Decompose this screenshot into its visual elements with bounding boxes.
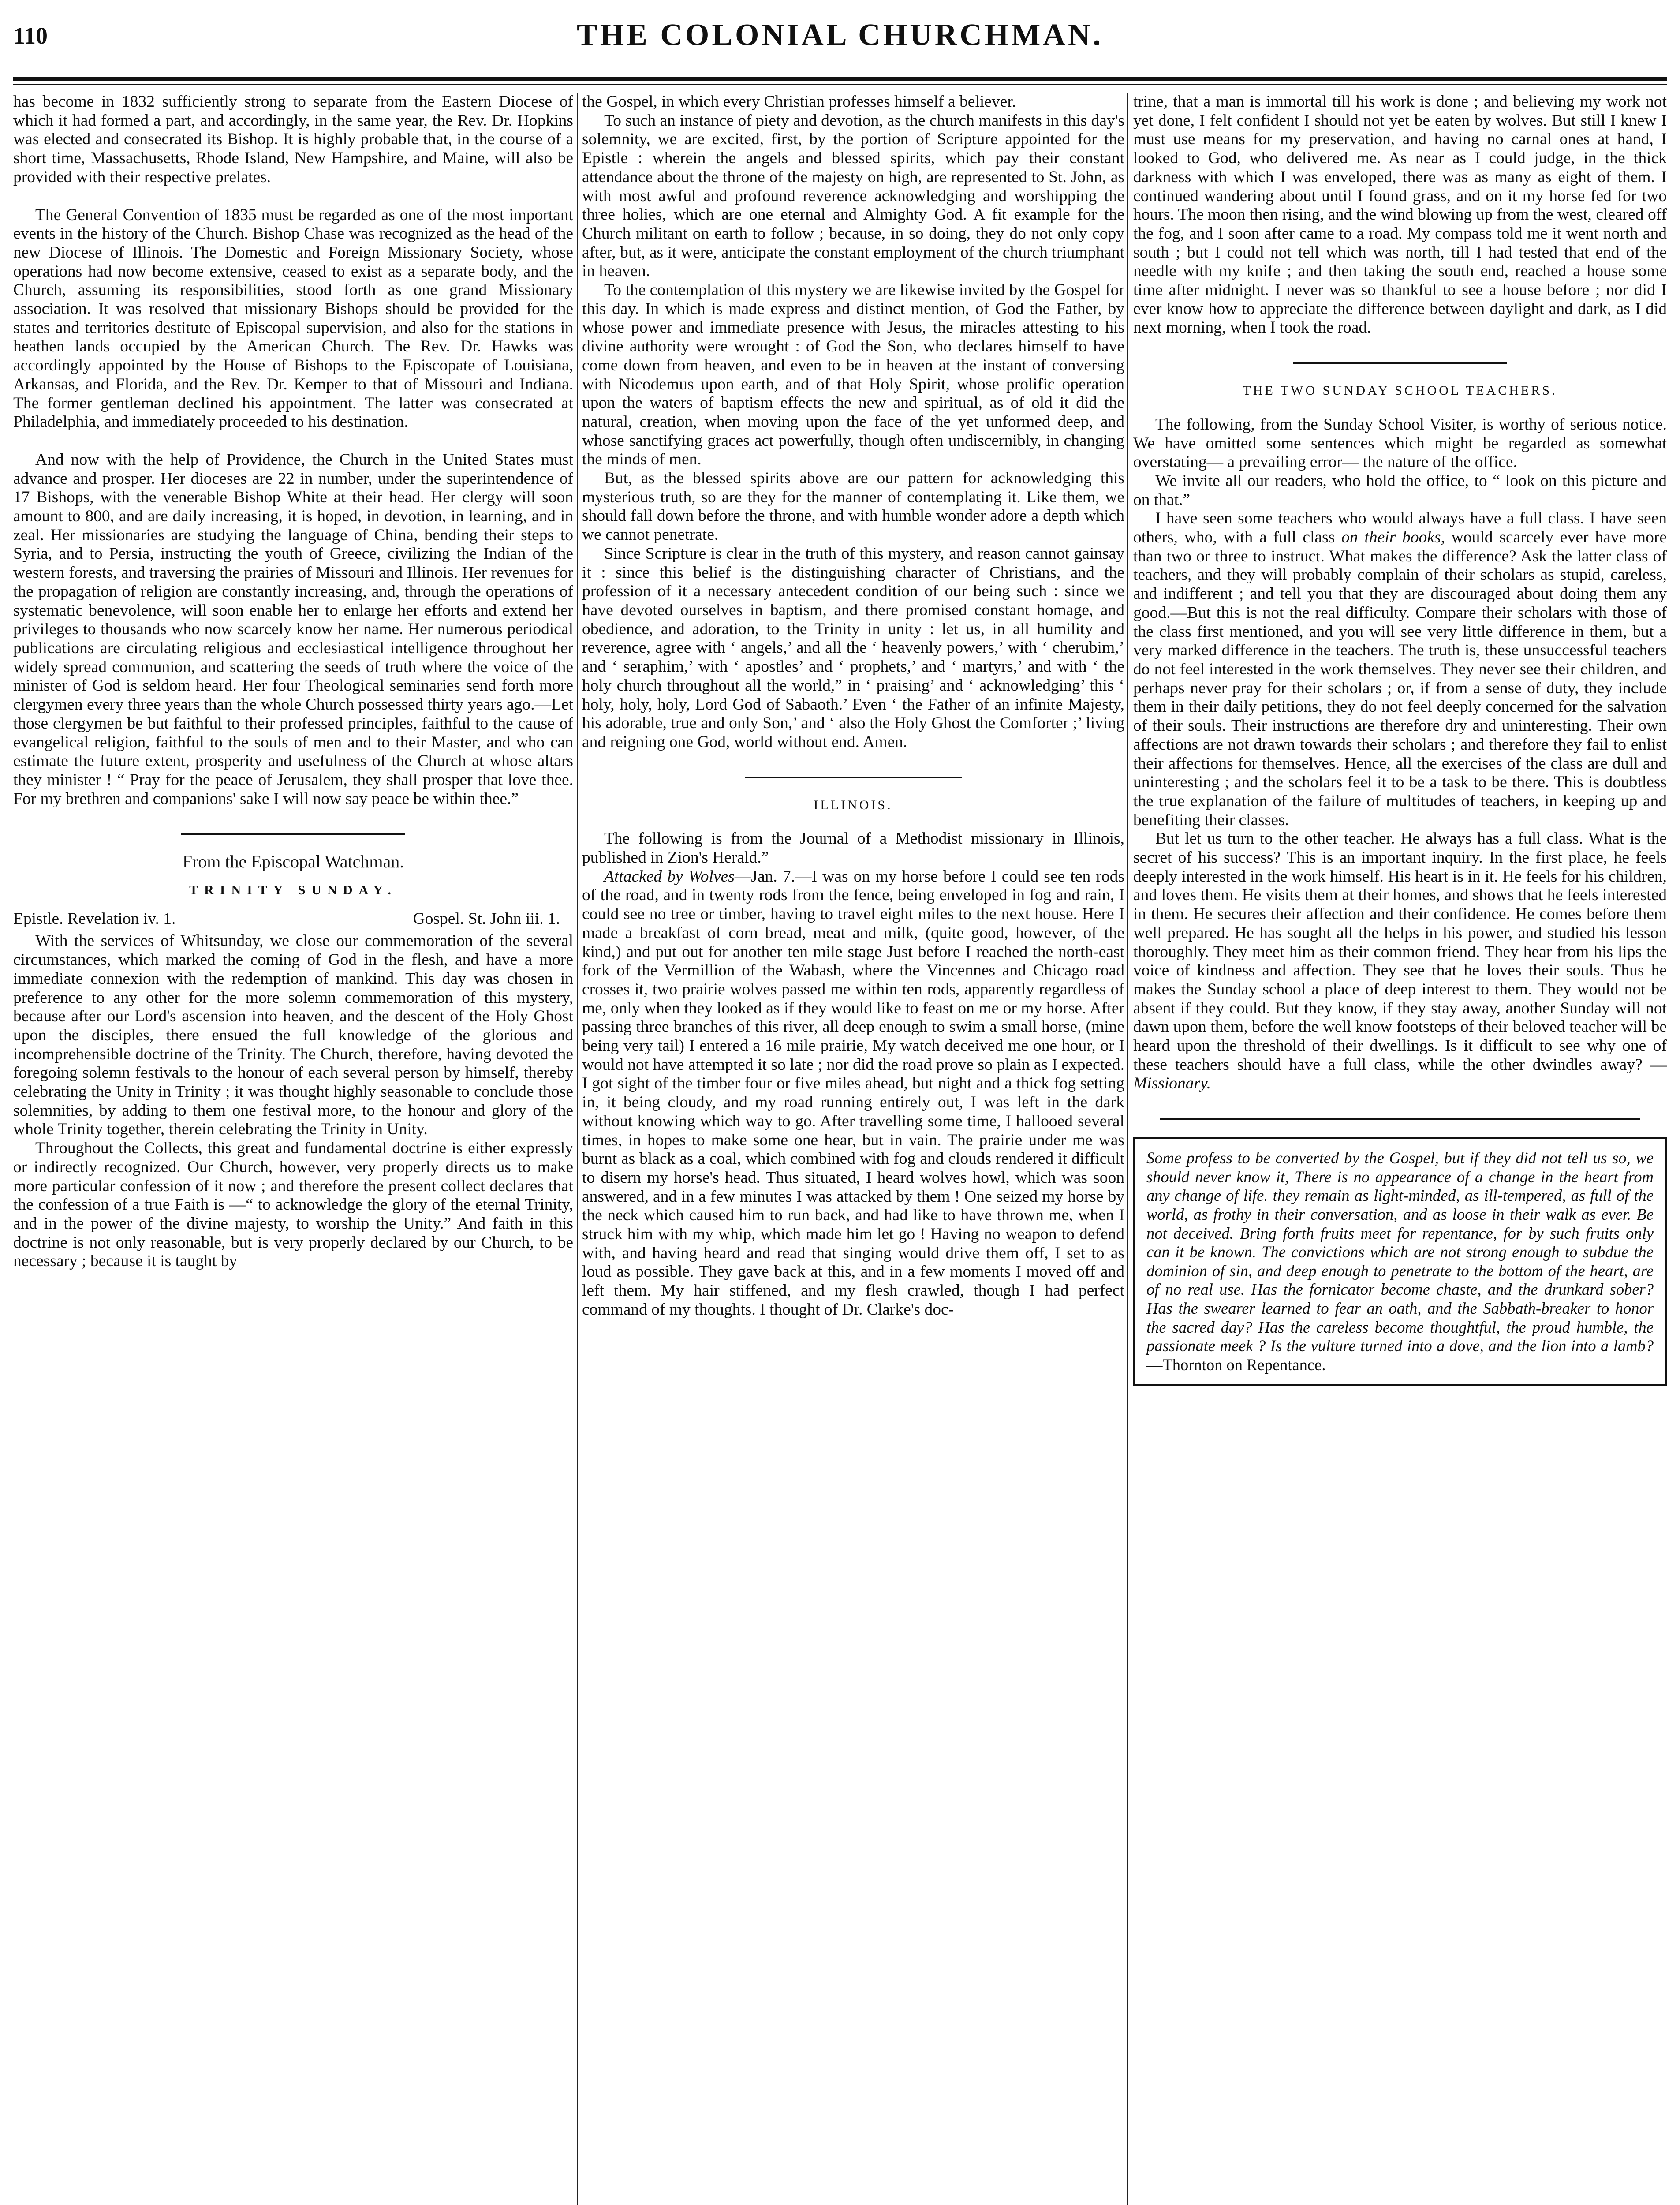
scripture-references xyxy=(13,910,573,929)
boxed-quotation xyxy=(1133,1137,1667,1386)
paragraph-italic: on their books xyxy=(1341,528,1441,547)
paragraph: To the contemplation of this mystery we are likewise invited by the Gospel for this day. In which is made express and distinct mention, of God the Father, by whose power and immediate presence with Jesus, the miracles attesting to his divine authority were wrought : of God the Son, who declares himself to have come down from heaven, and even to be in heaven at the instant of conversing with Nicodemus upon earth, and of that Holy Spirit, whose prolific operation upon the waters of baptism effects the new and spiritual, as of old it did the natural, creation, when moving upon the face of the yet unformed deep, and whose sanctifying graces act powerfully, though often undiscernibly, in changing the minds of men. xyxy=(582,281,1124,469)
paragraph xyxy=(1133,830,1667,1093)
column-2 xyxy=(582,93,1124,1319)
paragraph-body: —Jan. 7.—I was on my horse before I could see ten rods of the road, and in twenty rods from the fence, being enveloped in fog and rain, I could see no tree or timber, having to travel eight miles to the next house. Here I made a breakfast of corn bread, meat and milk, (quite good, however, of the kind,) and put out for another ten mile stage Just before I reached the north-east fork of the Vermillion of the Wabash, where the Vincennes and Chicago road crosses it, two prairie wolves passed me within ten rods, apparently regardless of me, only when they looked as if they would like to feast on me or my horse. After passing three branches of this river, all deep enough to swim a small horse, (mine being very tail) I entered a 16 mile prairie, My watch deceived me one hour, or I would not have attempted it so late ; nor did the road prove so plain as I expected. I got sight of the timber four or five miles ahead, but night and a thick fog setting in, it being cloudy, and my road running entirely out, I was left in the dark without knowing which way to go. After travelling some time, I hallooed several times, in hopes to make some one hear, but in vain. The prairie under me was burnt as black as a coal, which combined with fog and clouds rendered it difficult to disern my horse's head. Thus situated, I heard wolves howl, which was soon answered, and in a few minutes I was attacked by them ! One seized my horse by the neck which caused him to run back, and had like to have thrown me, when I struck him with my whip, which made him let go ! Having no weapon to defend with, and having heard and read that singing would drive them off, I set to as loud as possible. They gave back at this, and in a few moments I moved off and left them. My hair stiffened, and my flesh crawled, though I had perfect command of my thoughts. I thought of Dr. Clarke's doc- xyxy=(582,867,1125,1319)
paragraph xyxy=(582,867,1124,1319)
gospel-reference: Gospel. St. John iii. 1. xyxy=(413,909,560,928)
article-heading-sunday-school-teachers: THE TWO SUNDAY SCHOOL TEACHERS. xyxy=(1243,383,1557,398)
paragraph-lead-italic: Attacked by Wolves xyxy=(604,867,735,886)
paragraph: We invite all our readers, who hold the office, to “ look on this picture and on that.” xyxy=(1133,471,1667,509)
paragraph xyxy=(1133,509,1667,830)
masthead-rule-thin xyxy=(13,84,1667,85)
paragraph-body: But let us turn to the other teacher. He always has a full class. What is the secret of his success? This is an important inquiry. In the first place, he feels deeply interested in the work himself. His heart is in it. He feels for his children, and loves them. He visits them at their homes, and shows that he feels interested in them. He secures their affection and their confidence. He comes before them well prepared. He has sought all the helps in his power, and studied his lesson thoroughly. They meet him as their common friend. They hear from his lips the voice of kindness and affection. They see that he loves their souls. Thus he makes the Sunday school a place of deep interest to them. They would not be absent if they could. But they know, if they stay away, another Sunday will not dawn upon them, before the well know footsteps of their beloved teacher will be heard upon the threshold of their dwellings. Is it difficult to see why one of these teachers should have a full class, while the other dwindles away? — xyxy=(1133,830,1667,1074)
paragraph: The General Convention of 1835 must be regarded as one of the most important events in the history of the Church. Bishop Chase was recognized as the head of the new Diocese of Illinois. The Domestic and Foreign Missionary Society, whose operations had now become extensive, ceased to exist as a separate body, and the Church, assuming its responsibilities, stood forth as one grand Missionary association. It was resolved that missionary Bishops should be provided for the states and territories destitute of Episcopal supervision, and also for the stations in heathen lands occupied by the American Church. The Rev. Dr. Hawks was accordingly appointed by the House of Bishops to the Episcopate of Louisiana, Arkansas, and Florida, and the Rev. Dr. Kemper to that of Missouri and Indiana. The former gentleman declined his appointment. The latter was consecrated at Philadelphia, and immediately proceeded to his destination. xyxy=(13,206,573,431)
article-heading-illinois: ILLINOIS. xyxy=(814,797,893,812)
quotation-attribution: —Thornton on Repentance. xyxy=(1146,1355,1326,1374)
paragraph: With the services of Whitsunday, we close our commemoration of the several circumstances, which marked the coming of God in the flesh, and have a more immediate connexion with the redemption of mankind. This day was chosen in preference to any other for the more solemn commemoration of this mystery, because after our Lord's ascension into heaven, and the descent of the Holy Ghost upon the disciples, there ensued the full knowledge of the glorious and incomprehensible doctrine of the Trinity. The Church, therefore, having devoted the foregoing solemn festivals to the honour of each several person by himself, thereby celebrating the Unity in Trinity ; it was thought highly seasonable to conclude those solemnities, by adding to them one festival more, to the honour and glory of the whole Trinity together, therein celebrating the Trinity in Unity. xyxy=(13,932,573,1139)
masthead-rule-thick xyxy=(13,77,1667,81)
section-divider xyxy=(181,833,405,835)
paragraph: The following, from the Sunday School Visiter, is worthy of serious notice. We have omitted some sentences which might be regarded as somewhat overstating— a prevailing error— the nature of the office. xyxy=(1133,415,1667,471)
column-1 xyxy=(13,93,573,1271)
masthead xyxy=(13,18,1667,71)
article-heading-trinity-sunday: TRINITY SUNDAY. xyxy=(189,883,397,898)
epistle-reference: Epistle. Revelation iv. 1. xyxy=(13,909,176,928)
journal-title: THE COLONIAL CHURCHMAN. xyxy=(577,18,1103,52)
source-attribution: Missionary. xyxy=(1133,1074,1211,1093)
paragraph: To such an instance of piety and devotion, as the church manifests in this day's solemnity, we are excited, first, by the portion of Scripture appointed for the Epistle : wherein the angels and blessed spirits, which pay their constant attendance about the throne of the majesty on high, are represented to St. John, as with most awful and profound reverence acknowledging and worshipping the three holies, which are one eternal and Almighty God. A fit example for the Church militant on earth to follow ; because, in so doing, they do not only copy after, but, as it were, anticipate the constant employment of the church triumphant in heaven. xyxy=(582,111,1124,280)
section-divider xyxy=(745,777,962,778)
paragraph: Throughout the Collects, this great and fundamental doctrine is either expressly or indirectly recognized. Our Church, however, very properly directs us to make more particular confession of it now ; and therefore the present collect declares that the confession of a true Faith is —“ to acknowledge the glory of the eternal Trinity, and in the power of the divine majesty, to worship the Unity.” And faith in this doctrine is not only reasonable, but is very properly declared by our Church, to be necessary ; because it is taught by xyxy=(13,1139,573,1271)
paragraph: But, as the blessed spirits above are our pattern for acknowledging this mysterious truth, so are they for the manner of contemplating it. Like them, we should fall down before the throne, and with humble wonder adore a depth which we cannot penetrate. xyxy=(582,469,1124,544)
section-divider xyxy=(1293,362,1507,364)
column-divider xyxy=(577,93,578,2205)
paragraph: The following is from the Journal of a Methodist missionary in Illinois, published in Zion's Herald.” xyxy=(582,830,1124,867)
paragraph: the Gospel, in which every Christian professes himself a believer. xyxy=(582,93,1016,111)
source-credit: From the Episcopal Watchman. xyxy=(182,852,404,872)
paragraph-body: , would scarcely ever have more than two or three to instruct. What makes the difference? Ask the latter class of teachers, and they will probably complain of their scholars as stupid, careless, and indifferent ; and tell you that they are discouraged about doing them any good.—But this is not the real difficulty. Compare their scholars with those of the class first mentioned, and you will see very little difference in them, but a very marked difference in the teachers. The truth is, these unsuccessful teachers do not feel interested in the work themselves. They never see their children, and perhaps never pray for their scholars ; or, if from a sense of duty, they include them in their daily petitions, they do not feel deeply concerned for the salvation of their souls. Their instructions are therefore dry and uninteresting. Their own affections are not drawn towards their scholars ; and therefore they fail to enlist their affections for themselves. Hence, all the exercises of the class are dull and uninteresting ; and the scholars feel it to be a task to be there. This is doubtless the true explanation of the failure of multitudes of teachers, in keeping up and benefiting their classes. xyxy=(1133,528,1667,829)
column-3 xyxy=(1133,93,1667,1386)
paragraph: And now with the help of Providence, the Church in the United States must advance and prosper. Her dioceses are 22 in number, under the superintendence of 17 Bishops, with the venerable Bishop White at their head. Her clergy will soon amount to 800, and are daily increasing, it is hoped, in devotion, in learning, and in zeal. Her missionaries are studying the language of China, bending their steps to Syria, and to Persia, instructing the youth of Greece, civilizing the Indian of the western forests, and traversing the prairies of Missouri and Illinois. Her revenues for the propagation of religion are constantly increasing, and, through the operations of systematic benevolence, will soon enable her to enlarge her efforts and extend her privileges to thousands who now scarcely know her name. Her numerous periodical publications are circulating religious and ecclesiastical intelligence throughout her widely spread communion, and scattering the seeds of truth where the voice of the minister of God is seldom heard. Her four Theological seminaries send forth more clergymen every three years than the whole Church possessed thirty years ago.—Let those clergymen be but faithful to their professed principles, faithful to the cause of evangelical religion, faithful to the souls of men and to their Master, and who can estimate the future extent, prosperity and usefulness of the Church at whose altars they minister ! “ Pray for the peace of Jerusalem, they shall prosper that love thee. For my brethren and companions' sake I will now say peace be within thee.” xyxy=(13,450,573,808)
paragraph: has become in 1832 sufficiently strong to separate from the Eastern Diocese of which it had formed a part, and accordingly, in the same year, the Rev. Dr. Hopkins was elected and consecrated its Bishop. It is highly probable that, in the course of a short time, Massachusetts, Rhode Island, New Hampshire, and Maine, will also be provided with their respective prelates. xyxy=(13,93,573,186)
page-number: 110 xyxy=(13,22,48,49)
paragraph: Since Scripture is clear in the truth of this mystery, and reason cannot gainsay it : since this belief is the distinguishing character of Christians, and the profession of it a necessary antecedent condition of our being such : since we have devoted ourselves in baptism, and there promised constant homage, and obedience, and adoration, to the Trinity in unity : let us, in all humility and reverence, agree with ‘ angels,’ and all the ‘ heavenly powers,’ with ‘ cherubim,’ and ‘ seraphim,’ with ‘ apostles’ and ‘ prophets,’ and ‘ martyrs,’ and with ‘ the holy church throughout all the world,” in ‘ praising’ and ‘ acknowledging’ this ‘ holy, holy, holy, Lord God of Sabaoth.’ Even ‘ the Father of an infinite Majesty, his adorable, true and only Son,’ and ‘ also the Holy Ghost the Comforter ;’ living and reigning one God, world without end. Amen. xyxy=(582,544,1124,751)
paragraph-body: I have seen some teachers who would always have a full class. I have seen others, who, with a full class xyxy=(1133,509,1667,547)
paragraph: trine, that a man is immortal till his work is done ; and believing my work not yet done, I felt confident I should not yet be eaten by wolves. But still I knew I must use means for my preservation, and having no carnal ones at hand, I looked to God, who delivered me. As near as I could judge, in the thick darkness with which I was enveloped, there was as many as eight of them. I continued wandering about until I found grass, and on it my horse fed for two hours. The moon then rising, and the wind blowing up from the west, cleared off the fog, and I soon after came to a road. My compass told me it went north and south ; but I could not tell which was north, till I had tested that end of the needle with my knife ; and then taking the south end, reached a house some time after midnight. I never was so thankful to see a house before ; nor did I ever know how to appreciate the difference between daylight and dark, as I did next morning, when I took the road. xyxy=(1133,93,1667,337)
section-divider xyxy=(1160,1118,1640,1120)
column-divider xyxy=(1127,93,1128,2205)
quotation-text: Some profess to be converted by the Gospel, but if they did not tell us so, we should never know it, There is no appearance of a change in the heart from any change of life. they remain as light-minded, as ill-tempered, as full of the world, as frothy in their conversation, and as loose in their walk as ever. Be not deceived. Bring forth fruits meet for repentance, for by such fruits only can it be known. The convictions which are not strong enough to subdue the dominion of sin, and deep enough to penetrate to the bottom of the heart, are of no real use. Has the fornicator become chaste, and the drunkard sober? Has the swearer learned to fear an oath, and the Sabbath-breaker to honor the sacred day? Has the careless become thoughtful, the proud humble, the passionate meek ? Is the vulture turned into a dove, and the lion into a lamb? xyxy=(1146,1149,1654,1355)
